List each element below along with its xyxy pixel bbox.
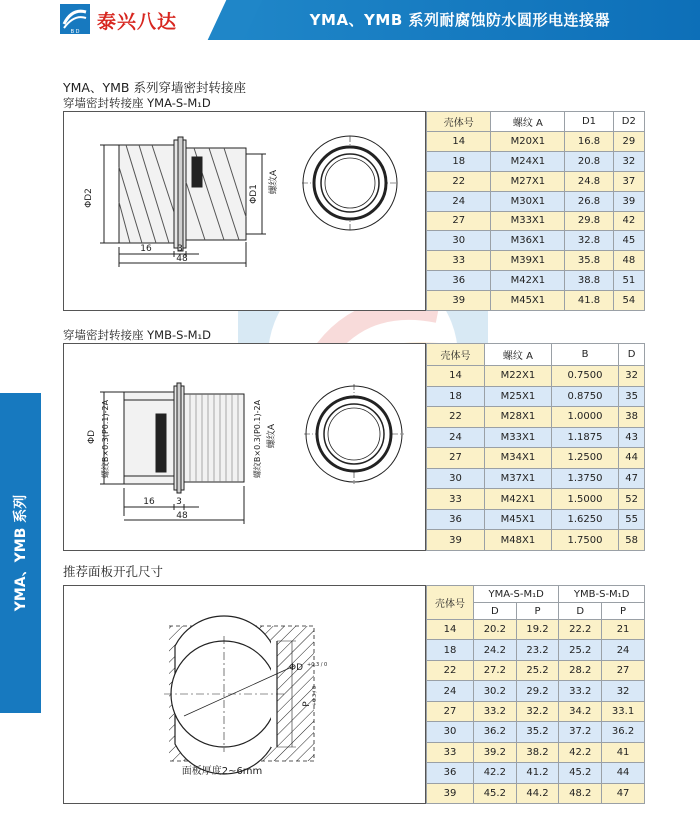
section1-subtitle: 穿墙密封转接座 YMA-S-M₁D [63,96,211,110]
drawing-panel-cutout [63,585,426,804]
table-row [427,251,645,271]
table-cell: 29.8 [565,211,613,231]
table-cell: M45X1 [485,509,552,530]
table-cell: 47 [602,783,645,804]
table-cell: 28.2 [559,660,602,680]
table-cell: 38.8 [565,271,613,291]
label-thread-b-left: 螺纹B×0.3(P0.1)-2A [101,399,110,479]
table-cell: 35 [619,386,645,407]
table-cell: 35.2 [516,722,559,742]
spec-table-yma [426,111,645,311]
table-cell: 1.5000 [551,489,618,510]
table-cell: 1.1875 [551,427,618,448]
table-cell: 34.2 [559,701,602,721]
col-header: D [559,603,602,620]
col-header: D2 [613,112,644,132]
table-cell: 36.2 [474,722,517,742]
table-cell: 30 [427,231,491,251]
table-cell: 33 [427,742,474,762]
dim-3: 3 [177,244,183,254]
table-cell: M39X1 [491,251,565,271]
table-row [427,468,645,489]
table-cell: 21 [602,620,645,640]
table-row [427,191,645,211]
table-cell: 1.2500 [551,448,618,469]
label-d2: ΦD2 [84,188,94,208]
table-cell: 0.8750 [551,386,618,407]
table-cell: 24 [602,640,645,660]
table-cell: 14 [427,132,491,152]
table-row [427,231,645,251]
col-header: P [602,603,645,620]
table-cell: 41 [602,742,645,762]
table-cell: 20.2 [474,620,517,640]
table-row [427,660,645,680]
table-cell: M33X1 [485,427,552,448]
table-cell: 32 [619,366,645,387]
table-cell: 26.8 [565,191,613,211]
table-row [427,271,645,291]
table-cell: 32 [602,681,645,701]
table-cell: 24 [427,681,474,701]
table-cell: 16.8 [565,132,613,152]
table-row [427,291,645,311]
table-cell: 39 [613,191,644,211]
table-row [427,783,645,804]
table-cell: 39 [427,530,485,551]
table-row [427,742,645,762]
table-cell: 33 [427,489,485,510]
dim-48: 48 [176,254,188,264]
table-row [427,132,645,152]
logo-area [0,0,235,40]
col-header: 壳体号 [427,112,491,132]
table-cell: 0.7500 [551,366,618,387]
col-header: 螺纹 A [485,344,552,366]
company-logo-icon [60,4,90,34]
group-header-yma: YMA-S-M₁D [474,586,559,603]
table-cell: 14 [427,366,485,387]
table-cell: 48.2 [559,783,602,804]
col-header: P [516,603,559,620]
table-cell: 30 [427,468,485,489]
dim-16: 16 [140,244,152,254]
table-cell: 22 [427,660,474,680]
side-tab-label: YMA、YMB 系列 [13,494,29,612]
table-cell: 42.2 [559,742,602,762]
table-cell: M24X1 [491,151,565,171]
table-row [427,386,645,407]
table-cell: 55 [619,509,645,530]
table-cell: 18 [427,151,491,171]
table-cell: M37X1 [485,468,552,489]
table-cell: 37 [613,171,644,191]
table-cell: 30.2 [474,681,517,701]
table-cell: 19.2 [516,620,559,640]
table-cell: M42X1 [485,489,552,510]
table-row [427,722,645,742]
table-cell: 36 [427,763,474,783]
table-row [427,448,645,469]
table-row [427,763,645,783]
table-cell: 45.2 [474,783,517,804]
page-header [0,0,700,40]
table-row [427,366,645,387]
table-cell: 24 [427,427,485,448]
dim-3: 3 [176,497,182,507]
table-cell: 30 [427,722,474,742]
header-band [235,0,700,40]
table-cell: 23.2 [516,640,559,660]
table-cell: 54 [613,291,644,311]
col-header: 壳体号 [427,344,485,366]
table-row [427,509,645,530]
table-cell: 22.2 [559,620,602,640]
table-cell: 24 [427,191,491,211]
table-cell: 32.8 [565,231,613,251]
table-row [427,530,645,551]
table-row [427,211,645,231]
section1-title: YMA、YMB 系列穿墙密封转接座 [63,80,246,95]
table-cell: 32 [613,151,644,171]
table-cell: 22 [427,407,485,428]
table-cell: M45X1 [491,291,565,311]
table-row [427,681,645,701]
table-cell: 41.2 [516,763,559,783]
table-cell: 20.8 [565,151,613,171]
dim-48: 48 [176,511,188,521]
table-cell: 45.2 [559,763,602,783]
table-cell: M48X1 [485,530,552,551]
label-d1: ΦD1 [249,184,259,204]
table-cell: 1.6250 [551,509,618,530]
table-cell: 51 [613,271,644,291]
table-row [427,701,645,721]
table-cell: 27 [427,211,491,231]
label-d: ΦD [87,429,97,445]
table-cell: 27 [602,660,645,680]
table-cell: 47 [619,468,645,489]
table-cell: 33.2 [559,681,602,701]
table-cell: 38.2 [516,742,559,762]
table-cell: 29.2 [516,681,559,701]
table-cell: 1.3750 [551,468,618,489]
table-cell: 1.7500 [551,530,618,551]
table-cell: 37.2 [559,722,602,742]
section2-subtitle: 穿墙密封转接座 YMB-S-M₁D [63,328,211,342]
table-row [427,407,645,428]
table-cell: 27 [427,448,485,469]
table-cell: 45 [613,231,644,251]
table-cell: 33.2 [474,701,517,721]
spec-table-ymb [426,343,645,551]
yma-drawing [64,112,425,310]
label-thread-a: 螺纹A [269,169,279,195]
table-cell: M20X1 [491,132,565,152]
table-cell: 32.2 [516,701,559,721]
table-row [427,151,645,171]
table-cell: 33.1 [602,701,645,721]
table-cell: M22X1 [485,366,552,387]
page-title: YMA、YMB 系列耐腐蚀防水圆形电连接器 [309,11,610,29]
col-header: D [474,603,517,620]
table-cell: 39.2 [474,742,517,762]
ymb-drawing [64,344,425,550]
table-cell: 29 [613,132,644,152]
table-cell: 1.0000 [551,407,618,428]
label-p: P [302,701,312,707]
table-cell: 33 [427,251,491,271]
table-cell: 44.2 [516,783,559,804]
drawing-panel-ymb [63,343,426,551]
table-cell: 38 [619,407,645,428]
table-cell: 36 [427,509,485,530]
table-row [427,427,645,448]
table-cell: 18 [427,640,474,660]
table-cell: 41.8 [565,291,613,311]
table-cell: 52 [619,489,645,510]
label-thread-b-right: 螺纹B×0.3(P0.1)-2A [253,399,262,479]
table-row [427,489,645,510]
table-row [427,171,645,191]
table-cell: M33X1 [491,211,565,231]
table-cell: 18 [427,386,485,407]
label-p-tol: +0.3 / 0 [312,685,318,707]
table-cell: 42.2 [474,763,517,783]
table-cell: M28X1 [485,407,552,428]
table-cell: 48 [613,251,644,271]
table-cell: 25.2 [559,640,602,660]
col-header: D [619,344,645,366]
cutout-table [426,585,645,804]
table-cell: M34X1 [485,448,552,469]
table-cell: M25X1 [485,386,552,407]
logo-letters: B D [70,29,80,34]
group-header-ymb: YMB-S-M₁D [559,586,645,603]
table-cell: 27.2 [474,660,517,680]
col-header: B [551,344,618,366]
label-thread-a: 螺纹A [267,423,277,449]
table-cell: 39 [427,291,491,311]
dim-16: 16 [143,497,155,507]
table-cell: M30X1 [491,191,565,211]
table-cell: M42X1 [491,271,565,291]
table-cell: 36 [427,271,491,291]
cutout-drawing [64,586,425,803]
table-row [427,640,645,660]
table-cell: 42 [613,211,644,231]
col-header: 螺纹 A [491,112,565,132]
table-cell: 22 [427,171,491,191]
table-cell: 14 [427,620,474,640]
table-cell: 43 [619,427,645,448]
panel-thickness-caption: 面板厚度2~6mm [181,766,263,777]
table-cell: 25.2 [516,660,559,680]
col-header: D1 [565,112,613,132]
table-row [427,620,645,640]
label-phi-d-tol: +0.3 / 0 [307,662,328,668]
section3-title: 推荐面板开孔尺寸 [63,564,164,579]
table-cell: 36.2 [602,722,645,742]
table-cell: 44 [602,763,645,783]
table-cell: 27 [427,701,474,721]
label-phi-d: ΦD [289,663,304,673]
table-cell: 39 [427,783,474,804]
table-cell: 35.8 [565,251,613,271]
col-header-shell: 壳体号 [427,586,474,620]
table-cell: 44 [619,448,645,469]
table-cell: M27X1 [491,171,565,191]
table-cell: 24.8 [565,171,613,191]
table-cell: 58 [619,530,645,551]
table-cell: 24.2 [474,640,517,660]
brand-name: 泰兴八达 [97,11,178,33]
table-cell: M36X1 [491,231,565,251]
drawing-panel-yma [63,111,426,311]
